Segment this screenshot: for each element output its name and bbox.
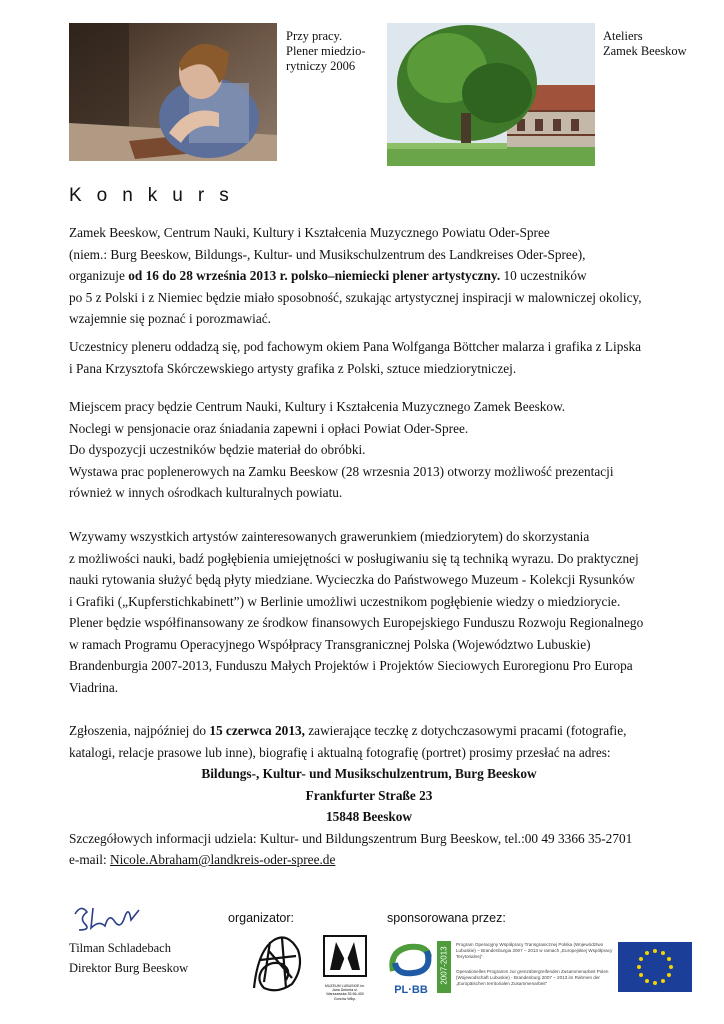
text-line [69,720,669,742]
plbb-description-pl: Program Operacyjny Współpracy Transgranicznej Polska (Województwo Lubuskie) – Brandenburgia 2007 – 2013 w ramach „Europejskiej Współpracy Terytorialnej” [456,942,613,959]
muzeum-lubuskie-logo [322,934,368,1000]
text-line: katalogi, relacje prasowe lub inne), biografię i aktualną fotografię (portret) prosimy przesłać na adres: [69,744,611,760]
email-label: e-mail: [69,852,110,867]
text-line: również w innych ośrodkach kulturalnych powiatu. [69,485,343,500]
address-org: Bildungs-, Kultur- und Musikschulzentrum, Burg Beeskow [201,766,537,781]
invitation-paragraph [69,526,669,698]
signature [69,900,159,936]
burg-beeskow-logo [248,930,308,996]
text-line: Miejscem pracy będzie Centrum Nauki, Kultury i Kształcenia Muzycznego Zamek Beeskow. [69,399,566,414]
text-span: Zgłoszenia, najpóźniej do [69,723,210,738]
museum-logo-caption: MUZEUM LUBUSKIE im. Jana Dekerta ul. Warszawska 35 66-400 Gorzów Wlkp. [324,984,366,1001]
photo-caption-ateliers [603,29,687,59]
text-line: Wzywamy wszystkich artystów zainteresowanych grawerunkiem (miedziorytem) do skorzystania [69,529,590,544]
email-link[interactable]: Nicole.Abraham@landkreis-oder-spree.de [109,852,336,867]
organizer-label: organizator: [228,911,295,925]
text-line: Viadrina. [69,679,119,695]
email-line [69,849,669,871]
signer-title: Direktor Burg Beeskow [69,961,189,975]
plbb-text: PL·BB [394,984,428,996]
plbb-years-band [437,941,451,993]
eu-flag-logo [618,942,692,992]
photo-ateliers-castle [387,23,595,166]
caption-line: Ateliers [603,29,643,43]
text-span: 10 uczestników [500,268,587,283]
text-span: organizuje [69,268,129,283]
text-line: po 5 z Polski i z Niemiec będzie miało sposobność, szukając artystycznej inspiracji w malowniczej okolicy, [69,289,642,305]
text-line: Wystawa prac poplenerowych na Zamku Beeskow (28 wrzesnia 2013) otworzy możliwość prezentacji [69,463,614,479]
page-title: Konkurs [69,185,244,206]
text-line: Plener będzie współfinansowany ze środkow finansowych Europejskiego Funduszu Rozwoju Regionalnego [69,615,644,630]
text-line: (niem.: Burg Beeskow, Bildungs-, Kultur- und Musikschulzentrum des Landkreises Oder-Spree), [69,246,586,262]
text-line: nauki rytowania służyć będą płyty miedziane. Wycieczka do Państwowego Muzeum - Kolekcji Rysunków [69,572,635,587]
text-span: zawierające teczkę z dotychczasowymi pracami (fotografie, [304,723,627,738]
text-line: i Pana Krzysztofa Skórczewskiego artysty grafika z Polski, sztuce miedziorytniczej. [69,360,517,376]
caption-line: Zamek Beeskow [603,44,687,58]
eu-stars-icon [618,942,692,992]
caption-line: Przy pracy. [286,29,343,43]
text-line: i Grafiki („Kupferstichkabinett”) w Berlinie umożliwi uczestnikom pogłębienie wiedzy o miedziorycie. [69,593,621,609]
text-line: Noclegi w pensjonacie oraz śniadania zapewni i opłaci Powiat Oder-Spree. [69,420,469,436]
instructors-paragraph [69,336,669,379]
address-zip: 15848 Beeskow [325,809,413,824]
text-line: wzajemnie się poznać i porozmawiać. [69,311,271,326]
address-street: Frankfurter Straße 23 [305,787,433,803]
contact-line: Szczegółowych informacji udziela: Kultur- und Bildungszentrum Burg Beeskow, tel.:00 49 3366 35-2701 [69,830,633,846]
text-line [69,265,669,287]
plbb-swirl-icon [387,941,435,979]
sponsor-label: sponsorowana przez: [387,911,506,925]
plbb-emblem [387,941,435,996]
text-line: z możliwości nauki, badź pogłębienia umiejętności w posługiwaniu się tą techniką wyrazu. Do praktycznej [69,550,639,566]
plbb-program-logo [387,941,617,996]
text-line: Do dyspozycji uczestników będzie materiał do obróbki. [69,442,366,457]
text-line: Brandenburgia 2007-2013, Funduszu Małych Projektów i Projektów Sieciowych Euroregionu Pro Europa [69,658,633,673]
signer-name: Tilman Schladebach [69,941,171,955]
plbb-description-de: Operationelles Programm zur grenzübergreifenden Zusammenarbeit Polen (Wojewodschaft Lubuskie) - Brandenburg 2007 – 2013 im Rahmen der „Europäischen territorialen Zusammenarbeit” [456,969,609,986]
text-line: w ramach Programu Operacyjnego Współpracy Transgranicznej Polska (Województwo Lubuskie) [69,636,591,652]
caption-line: Plener miedzio- [286,44,366,58]
text-line: Uczestnicy pleneru oddadzą się, pod fachowym okiem Pana Wolfganga Böttcher malarza i grafika z Lipska [69,339,642,354]
signer-block [69,938,188,978]
plbb-years: 2007-2013 [439,946,449,985]
date-highlight: od 16 do 28 września 2013 r. polsko–niemiecki plener artystyczny. [128,268,501,283]
venue-paragraph [69,396,669,504]
intro-paragraph [69,222,669,330]
deadline-highlight: 15 czerwca 2013, [209,723,305,738]
text-line: Zamek Beeskow, Centrum Nauki, Kultury i Kształcenia Muzycznego Powiatu Oder-Spree [69,225,550,240]
application-paragraph [69,720,669,871]
photo-artist-at-work [69,23,277,161]
photo-caption-artist [286,29,366,74]
caption-line: rytniczy 2006 [286,59,356,73]
